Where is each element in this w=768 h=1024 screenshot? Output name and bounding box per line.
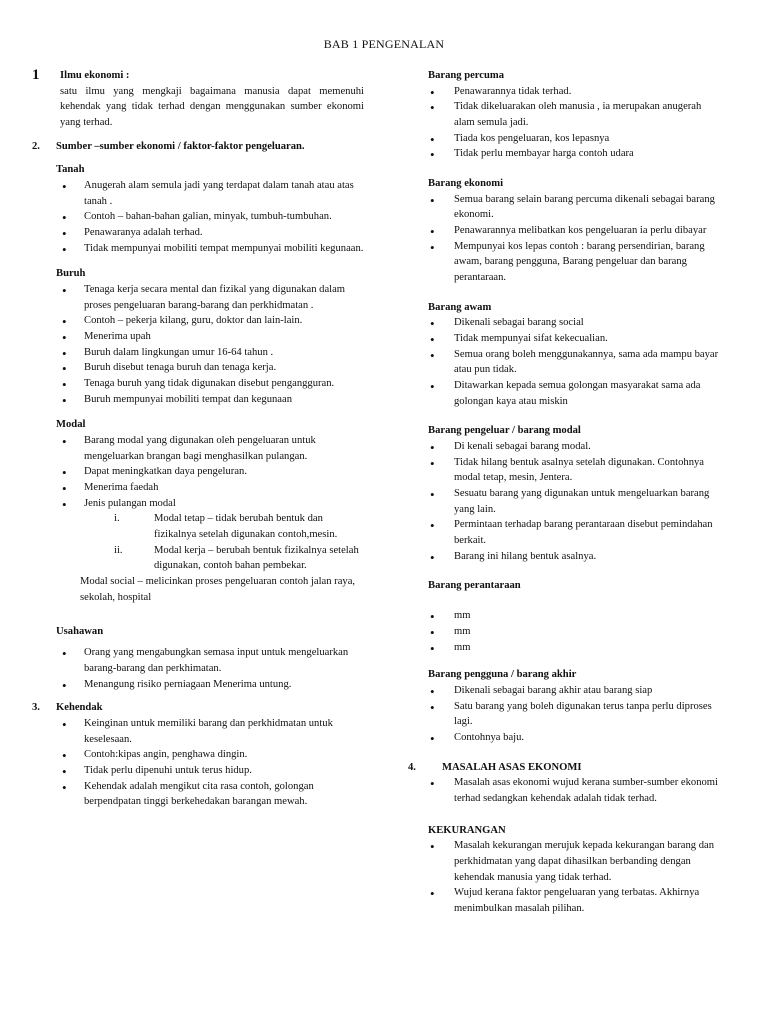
list-tanah bbox=[32, 178, 364, 256]
roman-text: Modal kerja – berubah bentuk fizikalnya setelah digunakan, contoh bahan pembekar. bbox=[154, 544, 359, 572]
section-number: 3. bbox=[32, 702, 40, 714]
roman-numeral: i. bbox=[114, 513, 120, 525]
roman-item bbox=[108, 511, 364, 542]
subheading-barang-percuma: Barang percuma bbox=[428, 70, 505, 81]
list-item: • Dikenali sebagai barang akhir atau barang siap bbox=[422, 683, 722, 699]
section-title: MASALAH ASAS EKONOMI bbox=[442, 761, 582, 773]
list-item: • Anugerah alam semula jadi yang terdapat dalam tanah atau atas tanah . bbox=[56, 178, 364, 209]
list-item: • Tidak dikeluarakan oleh manusia , ia merupakan anugerah alam semula jadi. bbox=[422, 99, 722, 130]
list-item: • Keinginan untuk memiliki barang dan perkhidmatan untuk keselesaan. bbox=[56, 716, 364, 747]
list-item: • Contohnya baju. bbox=[422, 730, 722, 746]
list-item: • Mempunyai kos lepas contoh : barang persendirian, barang awam, barang pengguna, Barang pengeluar dan barang perantaraan. bbox=[422, 239, 722, 286]
list-item: • Dikenali sebagai barang social bbox=[422, 315, 722, 331]
subheading-barang-pengeluar: Barang pengeluar / barang modal bbox=[428, 425, 581, 437]
list-item: • Masalah asas ekonomi wujud kerana sumber-sumber ekonomi terhad sedangkan kehendak adalah tidak terhad. bbox=[422, 775, 722, 806]
list-item: • Tidak mempunyai sifat kekecualian. bbox=[422, 331, 722, 347]
list-item: • Buruh dalam lingkungan umur 16-64 tahun . bbox=[56, 345, 364, 361]
section-2-heading bbox=[32, 139, 364, 155]
roman-item bbox=[108, 543, 364, 574]
list-barang-awam bbox=[422, 315, 722, 409]
list-item: • Penawaranya adalah terhad. bbox=[56, 225, 364, 241]
section-1-heading bbox=[32, 68, 364, 84]
list-barang-pengguna bbox=[422, 683, 722, 746]
section-3-heading bbox=[32, 700, 364, 716]
subheading-barang-ekonomi: Barang ekonomi bbox=[428, 178, 504, 190]
modal-social-text: Modal social – melicinkan proses pengeluaran contoh jalan raya, sekolah, hospital bbox=[80, 576, 356, 603]
section-number: 1 bbox=[32, 67, 40, 83]
list-item: • Tenaga buruh yang tidak digunakan disebut pengangguran. bbox=[56, 376, 364, 392]
list-item: • Barang ini hilang bentuk asalnya. bbox=[422, 549, 722, 565]
list-item: • Sesuatu barang yang digunakan untuk mengeluarkan barang yang lain. bbox=[422, 486, 722, 517]
left-column bbox=[32, 68, 364, 810]
subheading-usahawan: Usahawan bbox=[56, 625, 104, 637]
list-masalah-asas bbox=[422, 775, 722, 806]
definition-text: satu ilmu yang mengkaji bagaimana manusia dapat memenuhi kehendak yang tidak terhad dengan menggunakan sumber ekonomi yang terhad. bbox=[60, 85, 364, 129]
list-item: • Kehendak adalah mengikut cita rasa contoh, golongan berpendpatan tinggi berkehedakan barangan mewah. bbox=[56, 779, 364, 810]
subheading-tanah: Tanah bbox=[56, 164, 85, 176]
list-item: • Dapat meningkatkan daya pengeluran. bbox=[56, 464, 364, 480]
subheading-buruh: Buruh bbox=[56, 268, 86, 280]
list-item: • Semua barang selain barang percuma dikenali sebagai barang ekonomi. bbox=[422, 192, 722, 223]
section-number: 2. bbox=[32, 140, 40, 152]
list-item: • mm bbox=[422, 608, 722, 624]
list-barang-pengeluar bbox=[422, 439, 722, 564]
section-title: Sumber –sumber ekonomi / faktor-faktor pengeluaran. bbox=[56, 140, 305, 152]
list-item: • Tidak hilang bentuk asalnya setelah digunakan. Contohnya modal tetap, mesin, Jentera. bbox=[422, 455, 722, 486]
roman-text: Modal tetap – tidak berubah bentuk dan fizikalnya setelah digunakan contoh,mesin. bbox=[154, 513, 338, 541]
list-item: • Penawarannya tidak terhad. bbox=[422, 84, 722, 100]
subheading-kekurangan: KEKURANGAN bbox=[428, 824, 506, 836]
list-item: • Permintaan terhadap barang perantaraan disebut pemindahan berkait. bbox=[422, 517, 722, 548]
list-item: • Penawarannya melibatkan kos pengeluaran ia perlu dibayar bbox=[422, 223, 722, 239]
list-modal bbox=[32, 433, 364, 511]
list-item: • Buruh disebut tenaga buruh dan tenaga kerja. bbox=[56, 360, 364, 376]
subheading-barang-pengguna: Barang pengguna / barang akhir bbox=[428, 669, 577, 681]
list-barang-percuma bbox=[422, 84, 722, 162]
section-title: Ilmu ekonomi : bbox=[60, 70, 130, 81]
list-buruh bbox=[32, 282, 364, 407]
list-item: • Ditawarkan kepada semua golongan masyarakat sama ada golongan kaya atau miskin bbox=[422, 378, 722, 409]
list-item: • Tenaga kerja secara mental dan fizikal yang digunakan dalam proses pengeluaran barang-barang dan perkhidmatan . bbox=[56, 282, 364, 313]
section-title: Kehendak bbox=[56, 702, 103, 714]
right-column bbox=[408, 68, 722, 917]
list-item: • mm bbox=[422, 640, 722, 656]
list-item: • Tiada kos pengeluaran, kos lepasnya bbox=[422, 131, 722, 147]
list-item: • Wujud kerana faktor pengeluaran yang terbatas. Akhirnya menimbulkan masalah pilihan. bbox=[422, 885, 722, 916]
list-item: • Buruh mempunyai mobiliti tempat dan kegunaan bbox=[56, 392, 364, 408]
list-item: • mm bbox=[422, 624, 722, 640]
section-number: 4. bbox=[408, 761, 416, 773]
list-item: • Tidak mempunyai mobiliti tempat mempunyai mobiliti kegunaan. bbox=[56, 241, 364, 257]
subheading-barang-awam: Barang awam bbox=[428, 301, 492, 313]
list-item: • Contoh – bahan-bahan galian, minyak, tumbuh-tumbuhan. bbox=[56, 209, 364, 225]
list-barang-ekonomi bbox=[422, 192, 722, 286]
list-item: • Masalah kekurangan merujuk kepada kekurangan barang dan perkhidmatan yang dapat dihasilkan berbanding dengan kehendak manusia yang tidak terhad. bbox=[422, 838, 722, 885]
list-item: • Contoh – pekerja kilang, guru, doktor dan lain-lain. bbox=[56, 313, 364, 329]
subheading-barang-perantaraan: Barang perantaraan bbox=[428, 580, 521, 592]
list-kehendak bbox=[32, 716, 364, 810]
page-title: BAB 1 PENGENALAN bbox=[323, 37, 445, 51]
list-item: • Semua orang boleh menggunakannya, sama ada mampu bayar atau pun tidak. bbox=[422, 347, 722, 378]
list-item: • Jenis pulangan modal bbox=[56, 496, 364, 512]
list-item: • Satu barang yang boleh digunakan terus tanpa perlu diproses lagi. bbox=[422, 699, 722, 730]
list-item: • Tidak perlu dipenuhi untuk terus hidup. bbox=[56, 763, 364, 779]
section-4-heading bbox=[408, 760, 722, 776]
list-item: • Contoh:kipas angin, penghawa dingin. bbox=[56, 747, 364, 763]
list-kekurangan bbox=[422, 838, 722, 916]
list-item: • Barang modal yang digunakan oleh pengeluaran untuk mengeluarkan brangan bagi menghasilkan pulangan. bbox=[56, 433, 364, 464]
list-item: • Tidak perlu membayar harga contoh udara bbox=[422, 146, 722, 162]
list-usahawan bbox=[32, 645, 364, 692]
list-item: • Di kenali sebagai barang modal. bbox=[422, 439, 722, 455]
list-item: • Menerima upah bbox=[56, 329, 364, 345]
list-item: • Orang yang mengabungkan semasa input untuk mengeluarkan barang-barang dan perkhimatan. bbox=[56, 645, 364, 676]
subheading-modal: Modal bbox=[56, 419, 86, 431]
list-item: • Menangung risiko perniagaan Menerima untung. bbox=[56, 677, 364, 693]
roman-list-modal bbox=[32, 511, 364, 574]
list-item: • Menerima faedah bbox=[56, 480, 364, 496]
list-barang-perantaraan bbox=[422, 608, 722, 655]
roman-numeral: ii. bbox=[114, 544, 123, 556]
